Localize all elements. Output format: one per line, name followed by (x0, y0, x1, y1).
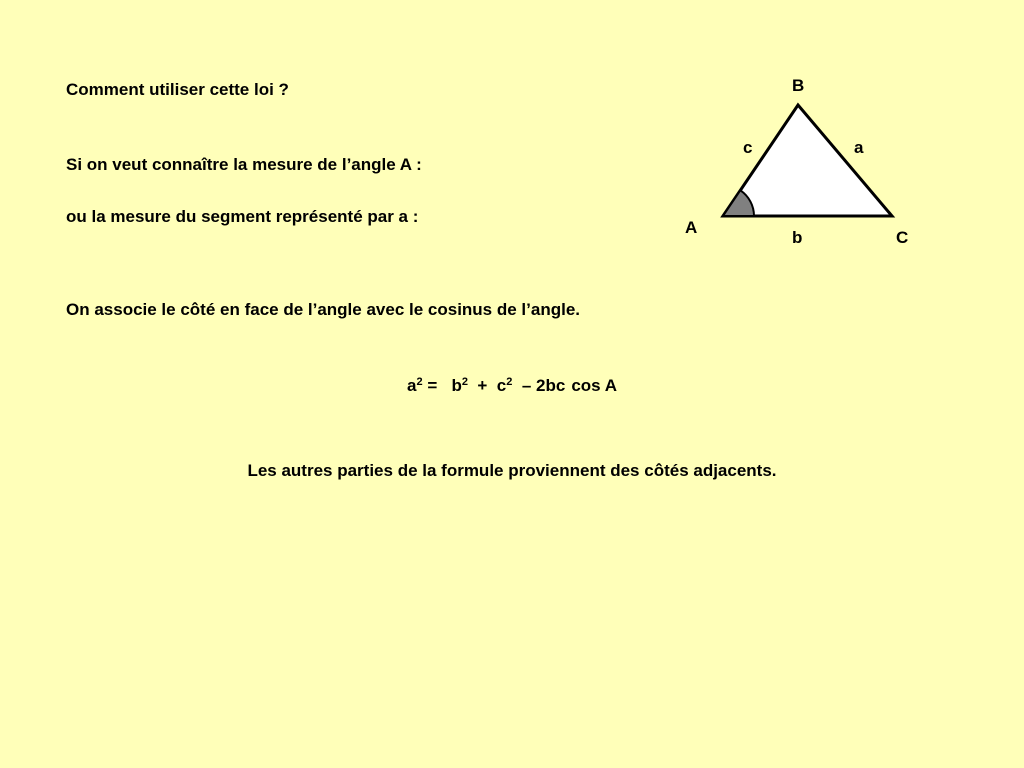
question-segment-text: ou la mesure du segment représenté par a : (66, 207, 419, 226)
law-of-cosines-formula (0, 376, 1024, 396)
conclusion-text: Les autres parties de la formule proviennent des côtés adjacents. (247, 461, 777, 480)
triangle-diagram (660, 60, 940, 260)
vertex-c-label: C (896, 228, 909, 247)
title-text: Comment utiliser cette loi ? (66, 80, 289, 99)
formula-equals: = (427, 376, 438, 395)
question-angle-text: Si on veut connaître la mesure de l’angle A : (66, 155, 422, 174)
formula-a: a (407, 376, 417, 395)
side-c-label: c (743, 138, 753, 157)
side-b-label: b (792, 228, 803, 247)
formula-a-exponent: 2 (416, 376, 423, 388)
vertex-a-label: A (685, 218, 698, 237)
formula-plus: + (477, 376, 488, 395)
formula-cos-a: cos A (571, 376, 617, 395)
formula-b: b (451, 376, 462, 395)
formula-c-exponent: 2 (506, 376, 513, 388)
vertex-b-label: B (792, 76, 805, 95)
side-a-label: a (854, 138, 864, 157)
formula-b-exponent: 2 (461, 376, 468, 388)
formula-minus-2bc: – 2bc (521, 376, 566, 395)
formula-c: c (496, 376, 507, 395)
association-text: On associe le côté en face de l’angle avec le cosinus de l’angle. (66, 300, 580, 319)
